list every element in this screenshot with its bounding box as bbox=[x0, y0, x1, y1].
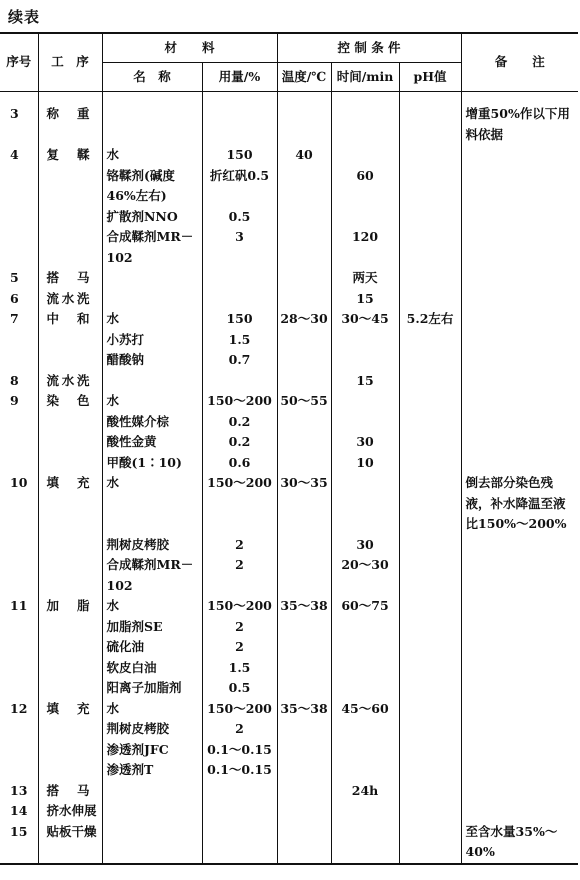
cell-ph bbox=[399, 289, 461, 310]
cell-amount: 0.5 bbox=[202, 678, 277, 699]
table-row bbox=[0, 268, 578, 289]
cell-material-name: 酸性金黄 bbox=[102, 432, 202, 453]
cell-seq bbox=[0, 678, 38, 699]
table-row bbox=[0, 453, 578, 474]
cell-amount: 1.5 bbox=[202, 330, 277, 351]
cell-process: 复鞣 bbox=[38, 145, 102, 166]
cell-amount bbox=[202, 268, 277, 289]
cell-material-name: 渗透剂T bbox=[102, 760, 202, 781]
cell-remark bbox=[461, 801, 578, 822]
cell-material-name: 酸性媒介棕 bbox=[102, 412, 202, 433]
cell-time bbox=[331, 350, 399, 371]
cell-seq bbox=[0, 555, 38, 596]
cell-time bbox=[331, 719, 399, 740]
cell-process bbox=[38, 617, 102, 638]
header-name: 名 称 bbox=[102, 63, 202, 92]
cell-time: 60 bbox=[331, 166, 399, 207]
cell-time: 30～45 bbox=[331, 309, 399, 330]
cell-temperature bbox=[277, 207, 331, 228]
cell-process bbox=[38, 760, 102, 781]
cell-amount: 0.2 bbox=[202, 412, 277, 433]
cell-amount: 150～200 bbox=[202, 596, 277, 617]
table-row bbox=[0, 760, 578, 781]
cell-ph bbox=[399, 145, 461, 166]
cell-process bbox=[38, 412, 102, 433]
cell-time bbox=[331, 617, 399, 638]
cell-process bbox=[38, 740, 102, 761]
cell-seq bbox=[0, 166, 38, 207]
cell-time: 15 bbox=[331, 289, 399, 310]
cell-remark bbox=[461, 289, 578, 310]
cell-remark bbox=[461, 453, 578, 474]
cell-remark bbox=[461, 740, 578, 761]
cell-time bbox=[331, 391, 399, 412]
table-caption: 续表 bbox=[8, 8, 41, 26]
cell-temperature bbox=[277, 719, 331, 740]
cell-amount: 2 bbox=[202, 555, 277, 596]
cell-ph bbox=[399, 473, 461, 535]
table-row bbox=[0, 719, 578, 740]
cell-material-name: 荆树皮栲胶 bbox=[102, 535, 202, 556]
cell-amount bbox=[202, 92, 277, 146]
cell-process bbox=[38, 535, 102, 556]
cell-material-name: 水 bbox=[102, 699, 202, 720]
cell-temperature bbox=[277, 412, 331, 433]
cell-material-name: 合成鞣剂MR－102 bbox=[102, 227, 202, 268]
cell-process: 搭马 bbox=[38, 781, 102, 802]
table-row bbox=[0, 699, 578, 720]
cell-remark bbox=[461, 760, 578, 781]
cell-seq bbox=[0, 637, 38, 658]
cell-amount: 3 bbox=[202, 227, 277, 268]
table-row bbox=[0, 92, 578, 146]
cell-material-name: 醋酸钠 bbox=[102, 350, 202, 371]
cell-seq bbox=[0, 453, 38, 474]
cell-ph bbox=[399, 391, 461, 412]
cell-process: 贴板干燥 bbox=[38, 822, 102, 864]
cell-material-name bbox=[102, 92, 202, 146]
cell-seq: 14 bbox=[0, 801, 38, 822]
cell-ph bbox=[399, 596, 461, 617]
cell-remark bbox=[461, 166, 578, 207]
cell-amount: 150 bbox=[202, 309, 277, 330]
cell-time bbox=[331, 145, 399, 166]
cell-material-name: 荆树皮栲胶 bbox=[102, 719, 202, 740]
cell-amount bbox=[202, 781, 277, 802]
cell-process bbox=[38, 453, 102, 474]
cell-temperature: 35～38 bbox=[277, 699, 331, 720]
cell-material-name: 水 bbox=[102, 309, 202, 330]
cell-seq bbox=[0, 760, 38, 781]
table-row bbox=[0, 289, 578, 310]
cell-amount bbox=[202, 371, 277, 392]
cell-remark bbox=[461, 350, 578, 371]
table-row bbox=[0, 637, 578, 658]
cell-remark bbox=[461, 268, 578, 289]
cell-seq bbox=[0, 350, 38, 371]
cell-material-name: 扩散剂NNO bbox=[102, 207, 202, 228]
cell-material-name: 渗透剂JFC bbox=[102, 740, 202, 761]
table-row bbox=[0, 412, 578, 433]
cell-ph bbox=[399, 92, 461, 146]
cell-remark bbox=[461, 719, 578, 740]
cell-ph bbox=[399, 678, 461, 699]
cell-time bbox=[331, 740, 399, 761]
cell-amount: 折红矾0.5 bbox=[202, 166, 277, 207]
cell-time: 10 bbox=[331, 453, 399, 474]
cell-seq: 13 bbox=[0, 781, 38, 802]
cell-seq: 3 bbox=[0, 92, 38, 146]
cell-time bbox=[331, 92, 399, 146]
table-row bbox=[0, 740, 578, 761]
cell-temperature bbox=[277, 801, 331, 822]
cell-temperature bbox=[277, 350, 331, 371]
cell-amount: 0.1～0.15 bbox=[202, 740, 277, 761]
cell-amount: 150～200 bbox=[202, 391, 277, 412]
cell-remark: 增重50%作以下用料依据 bbox=[465, 106, 570, 142]
cell-seq: 6 bbox=[0, 289, 38, 310]
cell-remark: 倒去部分染色残液，补水降温至液比150%～200% bbox=[465, 475, 567, 531]
cell-ph bbox=[399, 658, 461, 679]
cell-seq: 12 bbox=[0, 699, 38, 720]
cell-remark bbox=[461, 617, 578, 638]
cell-amount: 150～200 bbox=[202, 473, 277, 535]
cell-time: 30 bbox=[331, 535, 399, 556]
cell-temperature bbox=[277, 289, 331, 310]
header-temp: 温度/℃ bbox=[277, 63, 331, 92]
cell-process: 流水洗 bbox=[38, 289, 102, 310]
cell-ph: 5.2左右 bbox=[399, 309, 461, 330]
cell-process bbox=[38, 207, 102, 228]
cell-ph bbox=[399, 227, 461, 268]
cell-temperature: 28～30 bbox=[277, 309, 331, 330]
cell-process bbox=[38, 678, 102, 699]
cell-amount: 2 bbox=[202, 617, 277, 638]
cell-ph bbox=[399, 801, 461, 822]
cell-ph bbox=[399, 350, 461, 371]
cell-process bbox=[38, 330, 102, 351]
cell-ph bbox=[399, 637, 461, 658]
cell-amount: 0.1～0.15 bbox=[202, 760, 277, 781]
cell-seq: 11 bbox=[0, 596, 38, 617]
cell-seq bbox=[0, 227, 38, 268]
cell-remark bbox=[461, 309, 578, 330]
table-body bbox=[0, 92, 578, 864]
header-remark: 备 注 bbox=[461, 33, 578, 92]
cell-temperature: 40 bbox=[277, 145, 331, 166]
cell-process: 染色 bbox=[38, 391, 102, 412]
header-process: 工 序 bbox=[38, 33, 102, 92]
cell-process bbox=[38, 166, 102, 207]
cell-time: 30 bbox=[331, 432, 399, 453]
cell-remark bbox=[461, 781, 578, 802]
header-control: 控 制 条 件 bbox=[277, 33, 461, 63]
cell-remark bbox=[461, 637, 578, 658]
cell-seq: 15 bbox=[0, 822, 38, 864]
table-row bbox=[0, 432, 578, 453]
cell-material-name: 甲酸(1∶10) bbox=[102, 453, 202, 474]
table-row bbox=[0, 309, 578, 330]
table-row bbox=[0, 535, 578, 556]
cell-process bbox=[38, 658, 102, 679]
cell-remark bbox=[461, 535, 578, 556]
cell-time: 两天 bbox=[331, 268, 399, 289]
cell-temperature bbox=[277, 637, 331, 658]
cell-remark bbox=[461, 227, 578, 268]
table-row bbox=[0, 801, 578, 822]
cell-process: 流水洗 bbox=[38, 371, 102, 392]
cell-process bbox=[38, 432, 102, 453]
cell-process: 填充 bbox=[38, 473, 102, 535]
cell-amount: 2 bbox=[202, 719, 277, 740]
cell-temperature bbox=[277, 740, 331, 761]
cell-seq bbox=[0, 432, 38, 453]
cell-process bbox=[38, 719, 102, 740]
cell-ph bbox=[399, 699, 461, 720]
cell-remark bbox=[461, 145, 578, 166]
cell-remark bbox=[461, 555, 578, 596]
cell-material-name bbox=[102, 822, 202, 864]
cell-seq: 10 bbox=[0, 473, 38, 535]
cell-material-name bbox=[102, 371, 202, 392]
cell-ph bbox=[399, 166, 461, 207]
cell-remark bbox=[461, 596, 578, 617]
cell-amount bbox=[202, 822, 277, 864]
cell-seq: 9 bbox=[0, 391, 38, 412]
cell-material-name: 硫化油 bbox=[102, 637, 202, 658]
cell-seq: 7 bbox=[0, 309, 38, 330]
cell-material-name bbox=[102, 781, 202, 802]
cell-amount bbox=[202, 801, 277, 822]
cell-process: 填充 bbox=[38, 699, 102, 720]
cell-seq: 8 bbox=[0, 371, 38, 392]
cell-ph bbox=[399, 781, 461, 802]
cell-remark bbox=[461, 391, 578, 412]
cell-ph bbox=[399, 432, 461, 453]
cell-seq: 4 bbox=[0, 145, 38, 166]
cell-time: 60～75 bbox=[331, 596, 399, 617]
cell-time bbox=[331, 412, 399, 433]
cell-remark bbox=[461, 432, 578, 453]
cell-remark bbox=[461, 412, 578, 433]
cell-process bbox=[38, 227, 102, 268]
table-row bbox=[0, 166, 578, 207]
cell-temperature: 35～38 bbox=[277, 596, 331, 617]
process-table bbox=[0, 32, 578, 865]
table-row bbox=[0, 555, 578, 596]
cell-material-name: 合成鞣剂MR－102 bbox=[102, 555, 202, 596]
cell-ph bbox=[399, 719, 461, 740]
cell-time bbox=[331, 473, 399, 535]
cell-temperature bbox=[277, 371, 331, 392]
cell-ph bbox=[399, 207, 461, 228]
cell-temperature bbox=[277, 617, 331, 638]
cell-temperature bbox=[277, 92, 331, 146]
table-row bbox=[0, 596, 578, 617]
cell-seq bbox=[0, 617, 38, 638]
cell-seq bbox=[0, 535, 38, 556]
table-row bbox=[0, 207, 578, 228]
cell-amount: 0.5 bbox=[202, 207, 277, 228]
cell-temperature bbox=[277, 535, 331, 556]
cell-ph bbox=[399, 760, 461, 781]
cell-time bbox=[331, 760, 399, 781]
cell-seq bbox=[0, 330, 38, 351]
table-row bbox=[0, 617, 578, 638]
cell-material-name: 水 bbox=[102, 145, 202, 166]
cell-remark bbox=[461, 658, 578, 679]
cell-process: 搭马 bbox=[38, 268, 102, 289]
cell-ph bbox=[399, 412, 461, 433]
cell-seq: 5 bbox=[0, 268, 38, 289]
table-row bbox=[0, 227, 578, 268]
cell-time bbox=[331, 207, 399, 228]
cell-temperature bbox=[277, 227, 331, 268]
header-ph: pH值 bbox=[399, 63, 461, 92]
cell-time bbox=[331, 678, 399, 699]
cell-material-name: 阳离子加脂剂 bbox=[102, 678, 202, 699]
cell-material-name: 水 bbox=[102, 473, 202, 535]
table-row bbox=[0, 391, 578, 412]
cell-time bbox=[331, 658, 399, 679]
table-row bbox=[0, 658, 578, 679]
cell-temperature bbox=[277, 268, 331, 289]
cell-ph bbox=[399, 535, 461, 556]
cell-temperature: 30～35 bbox=[277, 473, 331, 535]
cell-ph bbox=[399, 822, 461, 864]
cell-material-name: 水 bbox=[102, 391, 202, 412]
cell-time bbox=[331, 330, 399, 351]
cell-process bbox=[38, 555, 102, 596]
table-row bbox=[0, 822, 578, 864]
table-row bbox=[0, 145, 578, 166]
cell-remark: 至含水量35%～40% bbox=[461, 822, 578, 864]
cell-time bbox=[331, 637, 399, 658]
cell-seq bbox=[0, 207, 38, 228]
cell-material-name bbox=[102, 289, 202, 310]
table-row bbox=[0, 473, 578, 535]
cell-remark bbox=[461, 699, 578, 720]
table-row bbox=[0, 781, 578, 802]
cell-process bbox=[38, 637, 102, 658]
cell-remark bbox=[461, 371, 578, 392]
cell-temperature: 50～55 bbox=[277, 391, 331, 412]
cell-seq bbox=[0, 412, 38, 433]
cell-time bbox=[331, 801, 399, 822]
cell-temperature bbox=[277, 678, 331, 699]
table-row bbox=[0, 350, 578, 371]
cell-process bbox=[38, 350, 102, 371]
cell-process: 挤水伸展 bbox=[38, 801, 102, 822]
cell-temperature bbox=[277, 166, 331, 207]
cell-amount: 0.2 bbox=[202, 432, 277, 453]
cell-time: 24h bbox=[331, 781, 399, 802]
cell-time: 45～60 bbox=[331, 699, 399, 720]
cell-remark bbox=[461, 207, 578, 228]
table-row bbox=[0, 330, 578, 351]
cell-amount: 2 bbox=[202, 535, 277, 556]
cell-ph bbox=[399, 555, 461, 596]
cell-temperature bbox=[277, 822, 331, 864]
cell-remark bbox=[461, 330, 578, 351]
cell-temperature bbox=[277, 432, 331, 453]
cell-amount: 150 bbox=[202, 145, 277, 166]
cell-ph bbox=[399, 617, 461, 638]
cell-seq bbox=[0, 658, 38, 679]
cell-temperature bbox=[277, 781, 331, 802]
cell-seq bbox=[0, 719, 38, 740]
header-time: 时间/min bbox=[331, 63, 399, 92]
cell-ph bbox=[399, 453, 461, 474]
cell-temperature bbox=[277, 330, 331, 351]
header-amount: 用量/% bbox=[202, 63, 277, 92]
cell-ph bbox=[399, 268, 461, 289]
cell-remark bbox=[461, 678, 578, 699]
cell-process: 称重 bbox=[38, 92, 102, 146]
header-seq: 序号 bbox=[0, 33, 38, 92]
cell-process: 加脂 bbox=[38, 596, 102, 617]
cell-temperature bbox=[277, 453, 331, 474]
cell-material-name: 软皮白油 bbox=[102, 658, 202, 679]
cell-time: 120 bbox=[331, 227, 399, 268]
cell-material-name: 水 bbox=[102, 596, 202, 617]
cell-material-name: 小苏打 bbox=[102, 330, 202, 351]
header-materials: 材 料 bbox=[102, 33, 277, 63]
cell-ph bbox=[399, 371, 461, 392]
cell-process: 中和 bbox=[38, 309, 102, 330]
cell-temperature bbox=[277, 658, 331, 679]
cell-time: 15 bbox=[331, 371, 399, 392]
cell-amount: 0.7 bbox=[202, 350, 277, 371]
cell-temperature bbox=[277, 555, 331, 596]
cell-ph bbox=[399, 740, 461, 761]
cell-amount: 0.6 bbox=[202, 453, 277, 474]
table-row bbox=[0, 371, 578, 392]
cell-time bbox=[331, 822, 399, 864]
cell-amount: 2 bbox=[202, 637, 277, 658]
cell-ph bbox=[399, 330, 461, 351]
cell-material-name bbox=[102, 268, 202, 289]
cell-material-name bbox=[102, 801, 202, 822]
cell-material-name: 加脂剂SE bbox=[102, 617, 202, 638]
cell-amount bbox=[202, 289, 277, 310]
cell-material-name: 铬鞣剂(碱度46%左右) bbox=[102, 166, 202, 207]
table-row bbox=[0, 678, 578, 699]
cell-amount: 150～200 bbox=[202, 699, 277, 720]
cell-time: 20～30 bbox=[331, 555, 399, 596]
cell-seq bbox=[0, 740, 38, 761]
cell-temperature bbox=[277, 760, 331, 781]
cell-amount: 1.5 bbox=[202, 658, 277, 679]
